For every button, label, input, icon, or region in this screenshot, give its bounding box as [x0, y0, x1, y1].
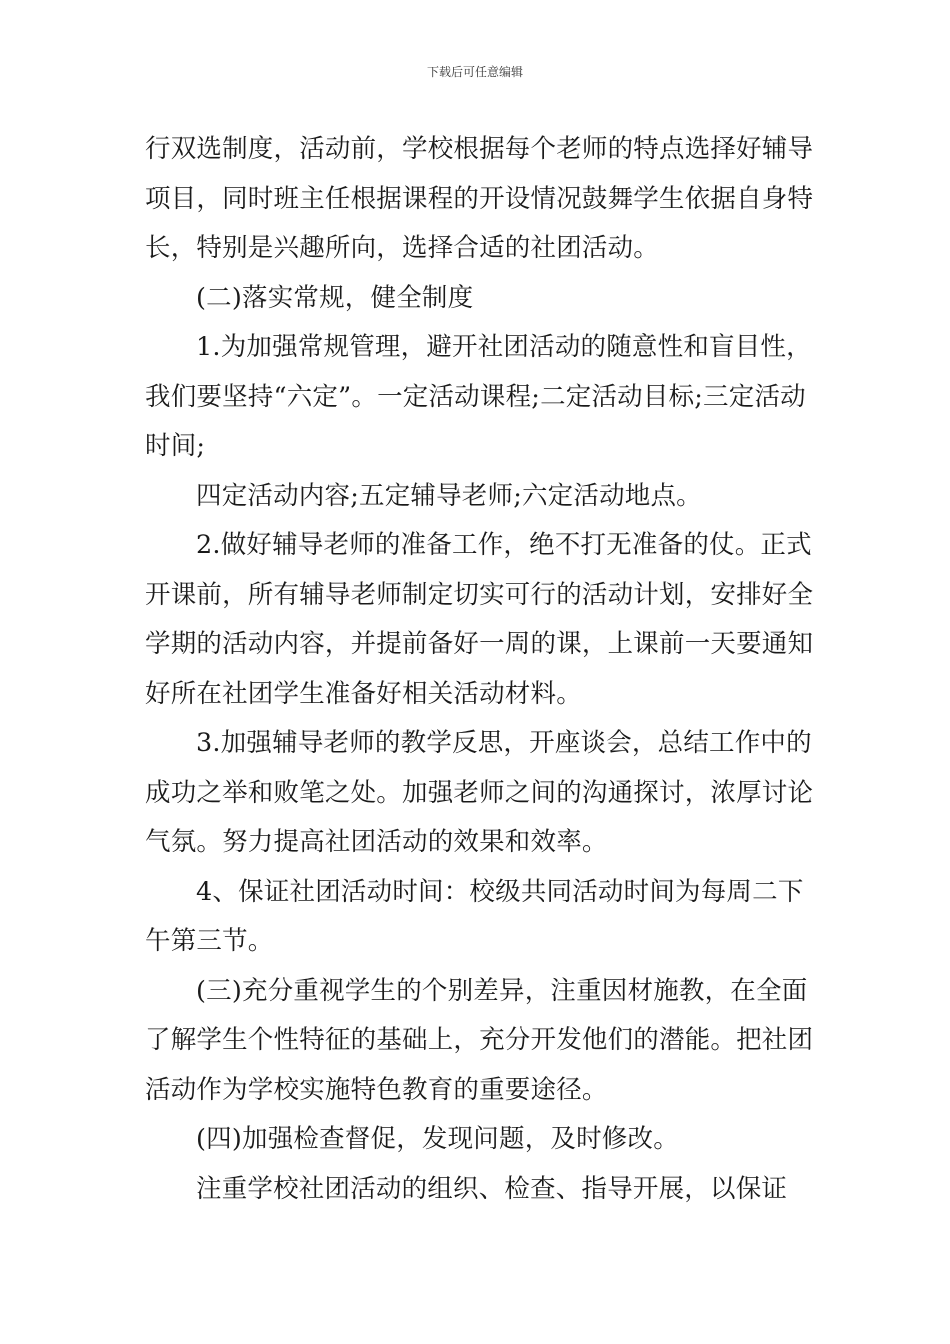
paragraph-item-2: 2.做好辅导老师的准备工作，绝不打无准备的仗。正式开课前，所有辅导老师制定切实可行的活动计划，安排好全学期的活动内容，并提前备好一周的课，上课前一天要通知好所在社团学生准备好相关活动材料。	[145, 530, 814, 709]
paragraph-item-3: 3.加强辅导老师的教学反思，开座谈会，总结工作中的成功之举和败笔之处。加强老师之间的沟通探讨，浓厚讨论气氛。努力提高社团活动的效果和效率。	[145, 728, 814, 857]
paragraph-continued: 行双选制度，活动前，学校根据每个老师的特点选择好辅导项目，同时班主任根据课程的开设情况鼓舞学生依据自身特长，特别是兴趣所向，选择合适的社团活动。	[145, 134, 814, 263]
paragraph-item-1: 1.为加强常规管理，避开社团活动的随意性和盲目性，我们要坚持“六定”。一定活动课程;二定活动目标;三定活动时间;	[145, 332, 812, 461]
paragraph-item-4: 4、保证社团活动时间：校级共同活动时间为每周二下午第三节。	[145, 876, 804, 956]
section-heading-4: (四)加强检查督促，发现问题，及时修改。	[196, 1124, 679, 1154]
section-heading-2: (二)落实常规，健全制度	[196, 282, 474, 313]
section-heading-3: (三)充分重视学生的个别差异，注重因材施教，在全面了解学生个性特征的基础上，充分开发他们的潜能。把社团活动作为学校实施特色教育的重要途径。	[145, 975, 814, 1105]
document-body	[145, 125, 815, 1214]
page-header: 下载后可任意编辑	[426, 65, 523, 79]
paragraph-item-1-cont: 四定活动内容;五定辅导老师;六定活动地点。	[196, 480, 702, 511]
paragraph-final: 注重学校社团活动的组织、检查、指导开展，以保证	[196, 1173, 788, 1204]
